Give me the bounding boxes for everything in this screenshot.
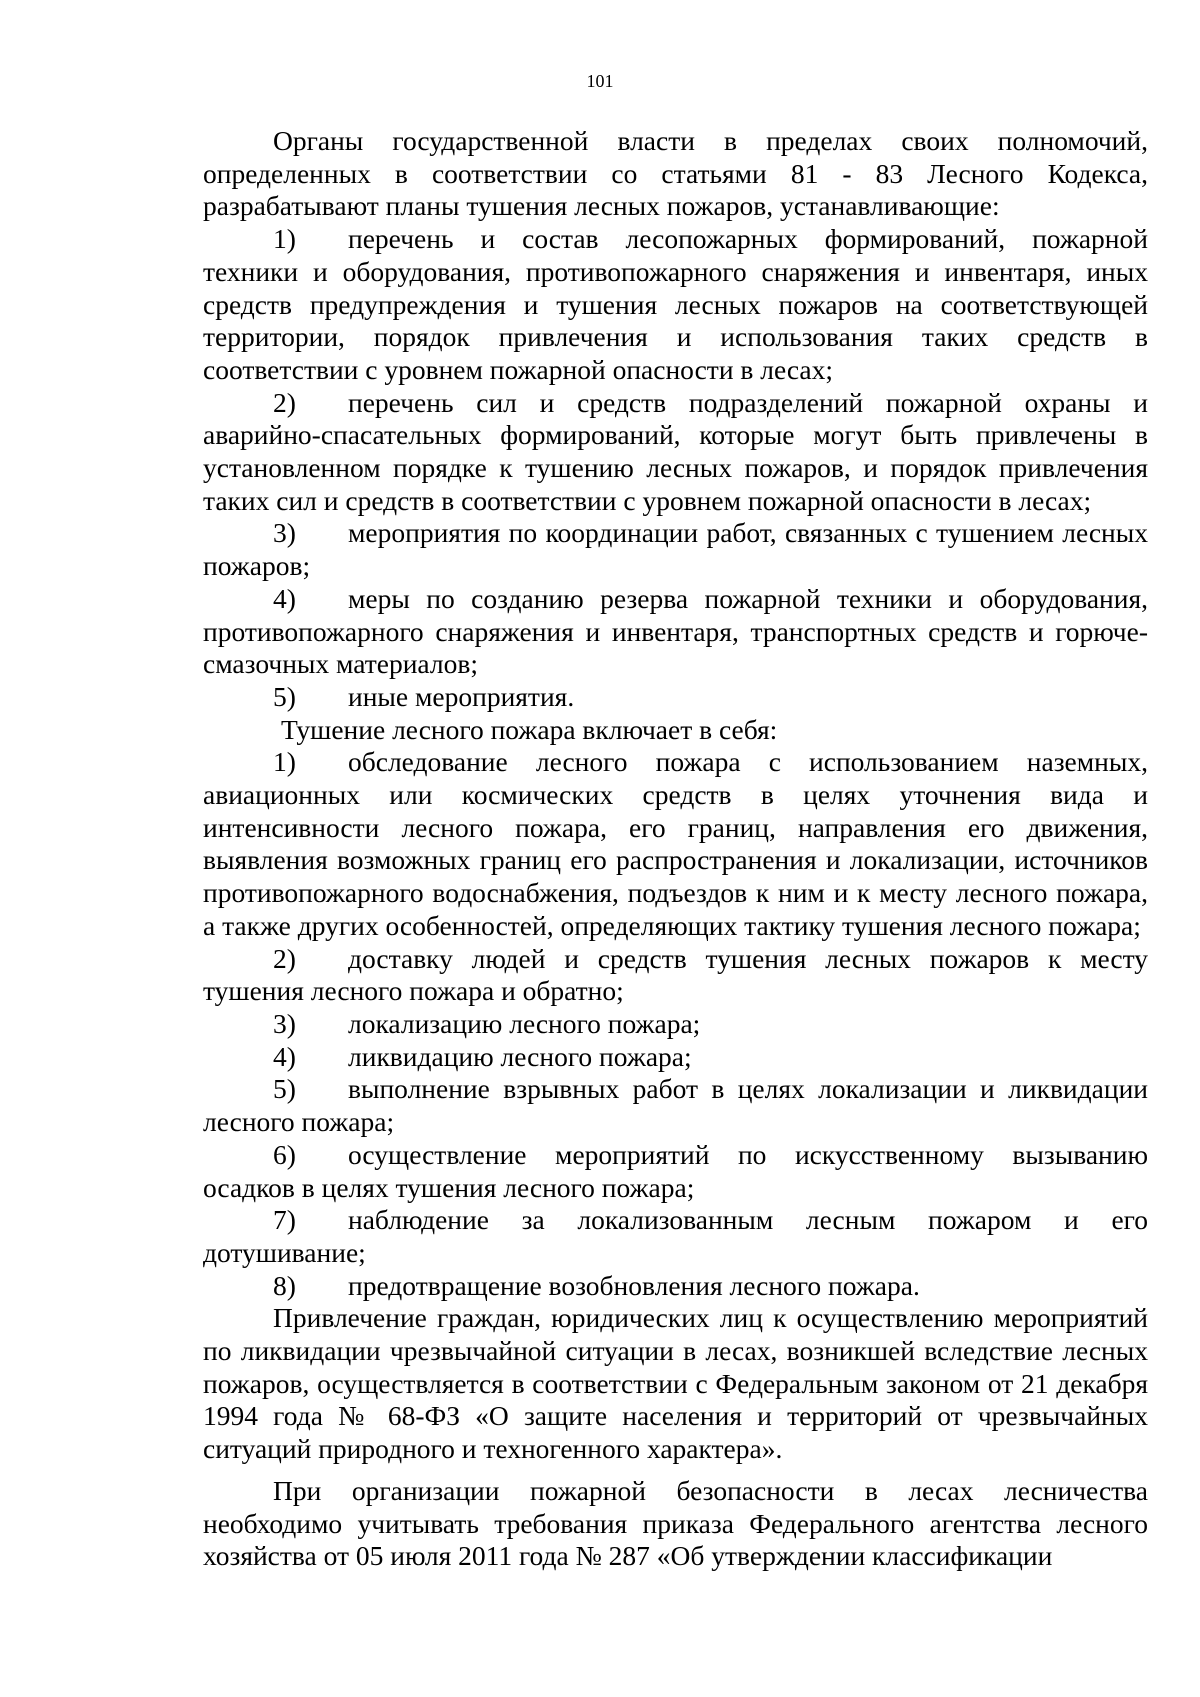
list-item-number: 3) (273, 517, 296, 549)
list-item-number: 2) (273, 942, 296, 974)
list-item-number: 8) (273, 1269, 296, 1301)
list-item-text: перечень сил и средств подразделений пожарной охраны и аварийно-спасательных формирований, которые могут быть привлечены в установленном порядке к тушению лесных пожаров, и порядок привлечения таких сил и средств в соответствии с уровнем пожарной опасности в лесах; (203, 386, 1148, 516)
list-item (203, 517, 1148, 582)
extinguish-list (203, 746, 1148, 1302)
list-item (203, 1139, 1148, 1204)
citizens-paragraph: Привлечение граждан, юридических лиц к осуществлению мероприятий по ликвидации чрезвычайной ситуации в лесах, возникшей вследствие лесных пожаров, осуществляется в соответствии с Федеральным законом от 21 декабря 1994 года № 68-ФЗ «О защите населения и территорий от чрезвычайных ситуаций природного и техногенного характера». (203, 1302, 1148, 1465)
fire-plan-list (203, 223, 1148, 714)
list-item-number: 2) (273, 386, 296, 418)
list-item-text: ликвидацию лесного пожара; (348, 1040, 692, 1072)
list-item-text: локализацию лесного пожара; (348, 1007, 701, 1039)
list-item-number: 4) (273, 582, 296, 614)
list-item (203, 1270, 1148, 1303)
safety-paragraph: При организации пожарной безопасности в лесах лесничества необходимо учитывать требования приказа Федерального агентства лесного хозяйства от 05 июля 2011 года № 287 «Об утверждении классификации (203, 1474, 1148, 1572)
list-item-number: 4) (273, 1040, 296, 1072)
list-item-text: выполнение взрывных работ в целях локализации и ликвидации лесного пожара; (203, 1073, 1148, 1138)
list-item-text: перечень и состав лесопожарных формирований, пожарной техники и оборудования, противопожарного снаряжения и инвентаря, иных средств предупреждения и тушения лесных пожаров на соответствующей территории, порядок привлечения и использования таких средств в соответствии с уровнем пожарной опасности в лесах; (203, 223, 1148, 385)
list-item-number: 6) (273, 1138, 296, 1170)
list-item-number: 1) (273, 746, 296, 778)
list-item (203, 1204, 1148, 1269)
list-item-number: 5) (273, 1073, 296, 1105)
list-item-text: мероприятия по координации работ, связанных с тушением лесных пожаров; (203, 517, 1148, 582)
page-number: 101 (586, 71, 614, 91)
list-item-number: 5) (273, 680, 296, 712)
list-item (203, 1041, 1148, 1074)
list-item (203, 1008, 1148, 1041)
list-item-text: наблюдение за локализованным лесным пожаром и его дотушивание; (203, 1204, 1148, 1268)
list-item-text: иные мероприятия. (348, 680, 575, 712)
intro-paragraph: Органы государственной власти в пределах своих полномочий, определенных в соответствии со статьями 81 - 83 Лесного Кодекса, разрабатывают планы тушения лесных пожаров, устанавливающие: (203, 125, 1148, 222)
list-item (203, 223, 1148, 387)
list-item (203, 943, 1148, 1008)
list-item (203, 681, 1148, 714)
list-item-number: 3) (273, 1007, 296, 1039)
list-item (203, 746, 1148, 942)
list-item-text: меры по созданию резерва пожарной техники и оборудования, противопожарного снаряжения и инвентаря, транспортных средств и горюче-смазочных материалов; (203, 582, 1148, 680)
list-item-text: предотвращение возобновления лесного пожара. (348, 1269, 920, 1301)
list-item-text: осуществление мероприятий по искусственному вызыванию осадков в целях тушения лесного пожара; (203, 1138, 1148, 1203)
list-item (203, 583, 1148, 681)
list-item-number: 1) (273, 223, 296, 255)
list-item-text: обследование лесного пожара с использованием наземных, авиационных или космических средств в целях уточнения вида и интенсивности лесного пожара, его границ, направления его движения, выявления возможных границ его распространения и локализации, источников противопожарного водоснабжения, подъездов к ним и к месту лесного пожара, а также других особенностей, определяющих тактику тушения лесного пожара; (203, 746, 1148, 941)
list-item (203, 387, 1148, 518)
list-item-text: доставку людей и средств тушения лесных пожаров к месту тушения лесного пожара и обратно; (203, 942, 1148, 1007)
extinguish-intro: Тушение лесного пожара включает в себя: (281, 713, 778, 745)
list-item (203, 1073, 1148, 1138)
document-body (203, 125, 1148, 1573)
list-item-number: 7) (273, 1204, 296, 1236)
